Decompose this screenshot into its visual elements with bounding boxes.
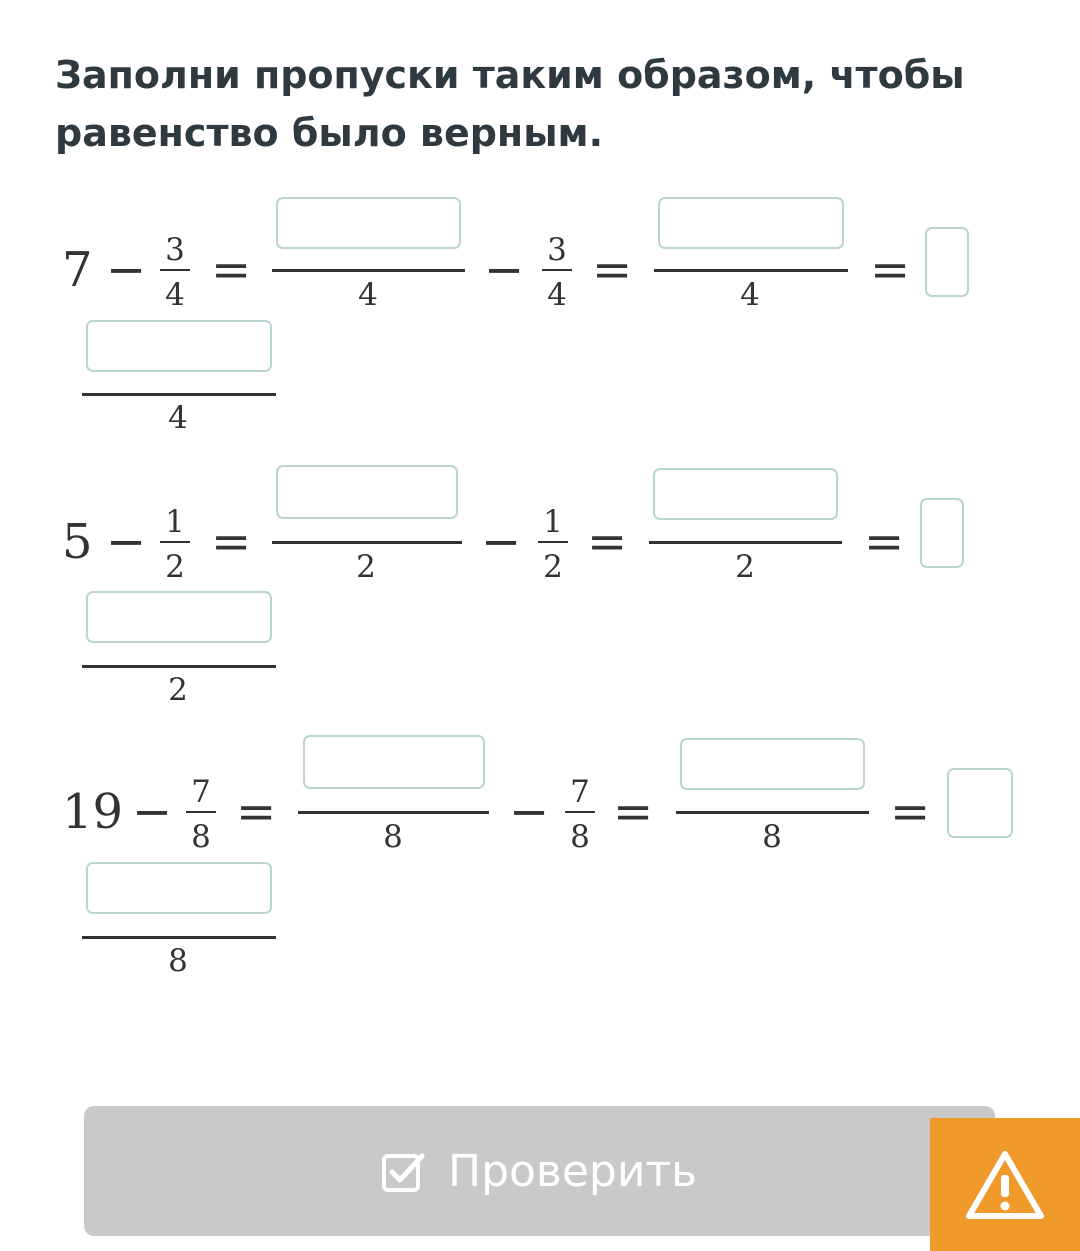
subtrahend-denominator: 8 [191,819,211,855]
denominator: 8 [762,819,782,855]
equals-sign: = [587,514,628,570]
denominator: 2 [735,549,755,585]
task-title: Заполни пропуски таким образом, чтобы равенство было верным. [55,53,965,155]
fraction-bar [542,269,572,271]
denominator: 4 [740,277,760,313]
subtrahend-numerator: 3 [547,232,567,268]
numerator-input-2[interactable] [680,738,865,790]
fraction-bar [676,811,869,814]
equals-sign: = [211,514,252,570]
minus-sign: − [481,514,522,570]
fraction-bar [82,936,276,939]
numerator-input-1[interactable] [276,197,461,249]
minus-sign: − [509,784,550,840]
subtrahend-numerator: 7 [191,774,211,810]
equals-sign: = [864,514,905,570]
fraction-bar [160,269,190,271]
subtrahend-denominator: 4 [547,277,567,313]
denominator: 2 [356,549,376,585]
equation-1 [0,0,1080,436]
subtrahend-numerator: 3 [165,232,185,268]
equation-2 [0,272,1080,708]
subtrahend-numerator: 1 [543,504,563,540]
fraction-bar [160,541,190,543]
subtrahend-numerator: 1 [165,504,185,540]
check-button[interactable] [84,1106,995,1236]
minus-sign: − [132,784,173,840]
equals-sign: = [236,784,277,840]
fraction-bar [298,811,489,814]
equals-sign: = [890,784,931,840]
subtrahend-denominator: 8 [570,819,590,855]
equals-sign: = [211,242,252,298]
minus-sign: − [484,242,525,298]
report-problem-button[interactable] [930,1118,1080,1251]
minus-sign: − [106,242,147,298]
equals-sign: = [870,242,911,298]
fraction-bar [565,811,595,813]
whole-number: 7 [62,242,93,298]
fraction-bar [538,541,568,543]
denominator: 4 [358,277,378,313]
whole-part-input[interactable] [947,768,1013,838]
whole-number: 19 [62,784,124,840]
checkbox-check-icon [382,1150,426,1192]
equals-sign: = [592,242,633,298]
numerator-input-3[interactable] [86,862,272,914]
denominator: 4 [168,400,188,436]
whole-number: 5 [62,514,93,570]
subtrahend-denominator: 4 [165,277,185,313]
subtrahend-denominator: 2 [165,549,185,585]
minus-sign: − [106,514,147,570]
equation-3 [0,544,1080,979]
denominator: 8 [383,819,403,855]
numerator-input-1[interactable] [303,735,485,789]
warning-triangle-icon [965,1149,1045,1221]
denominator: 8 [168,943,188,979]
numerator-input-2[interactable] [658,197,844,249]
numerator-input-1[interactable] [276,465,458,519]
subtrahend-numerator: 7 [570,774,590,810]
numerator-input-2[interactable] [653,468,838,520]
fraction-bar [186,811,216,813]
check-button-label: Проверить [447,1145,698,1197]
denominator: 2 [168,672,188,708]
equals-sign: = [613,784,654,840]
subtrahend-denominator: 2 [543,549,563,585]
